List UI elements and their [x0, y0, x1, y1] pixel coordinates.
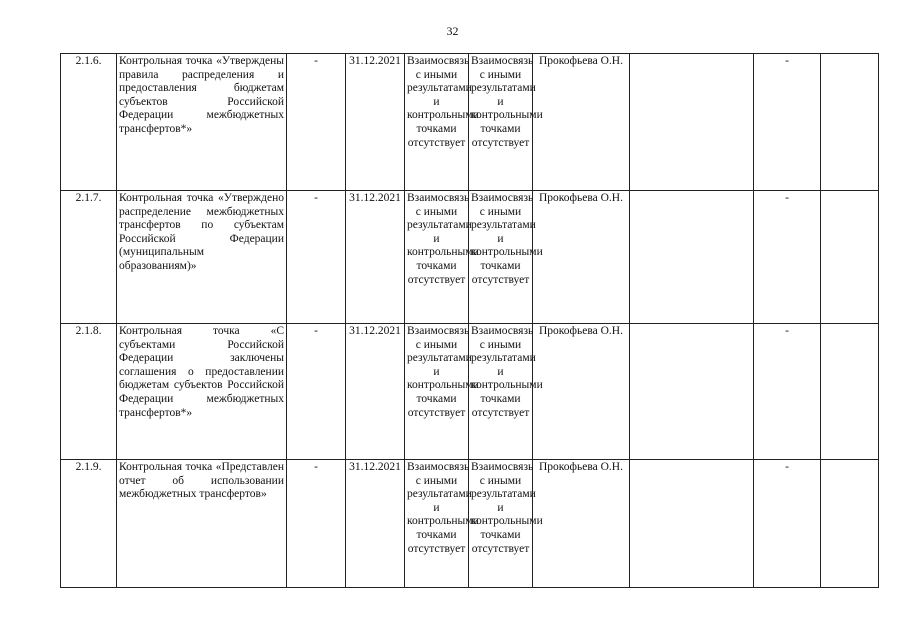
- deadline-date-cell: 31.12.2021: [346, 324, 405, 460]
- row-number-cell: 2.1.6.: [61, 54, 117, 191]
- empty-cell: [630, 54, 754, 191]
- control-point-name-cell: Контрольная точка «Утверждено распределение межбюджетных трансфертов по субъектам Российской Федерации (муниципальным образованиям)»: [117, 191, 287, 324]
- row-number-cell: 2.1.8.: [61, 324, 117, 460]
- predecessor-relation-cell: Взаимосвязь с иными результатами и контрольными точками отсутствует: [405, 460, 469, 588]
- deadline-date-cell: 31.12.2021: [346, 191, 405, 324]
- successor-relation-cell: Взаимосвязь с иными результатами и контрольными точками отсутствует: [469, 191, 533, 324]
- predecessor-relation-cell: Взаимосвязь с иными результатами и контрольными точками отсутствует: [405, 324, 469, 460]
- dash-cell: -: [754, 324, 821, 460]
- page-number: 32: [446, 24, 459, 38]
- row-number-cell: 2.1.7.: [61, 191, 117, 324]
- empty-cell: [630, 324, 754, 460]
- empty-cell: [821, 460, 879, 588]
- successor-relation-cell: Взаимосвязь с иными результатами и контрольными точками отсутствует: [469, 324, 533, 460]
- empty-cell: [630, 191, 754, 324]
- dash-cell: -: [754, 460, 821, 588]
- successor-relation-cell: Взаимосвязь с иными результатами и контрольными точками отсутствует: [469, 460, 533, 588]
- empty-cell: [821, 54, 879, 191]
- successor-relation-cell: Взаимосвязь с иными результатами и контрольными точками отсутствует: [469, 54, 533, 191]
- predecessor-relation-cell: Взаимосвязь с иными результатами и контрольными точками отсутствует: [405, 54, 469, 191]
- responsible-person-cell: Прокофьева О.Н.: [533, 460, 630, 588]
- base-value-cell: -: [287, 460, 346, 588]
- dash-cell: -: [754, 191, 821, 324]
- empty-cell: [821, 191, 879, 324]
- deadline-date-cell: 31.12.2021: [346, 54, 405, 191]
- control-points-table: [60, 53, 879, 588]
- empty-cell: [821, 324, 879, 460]
- base-value-cell: -: [287, 191, 346, 324]
- control-point-name-cell: Контрольная точка «С субъектами Российской Федерации заключены соглашения о предоставлении бюджетам субъектов Российской Федерации межбюджетных трансфертов*»: [117, 324, 287, 460]
- control-point-name-cell: Контрольная точка «Представлен отчет об использовании межбюджетных трансфертов»: [117, 460, 287, 588]
- responsible-person-cell: Прокофьева О.Н.: [533, 191, 630, 324]
- table-row: [61, 54, 879, 191]
- responsible-person-cell: Прокофьева О.Н.: [533, 54, 630, 191]
- empty-cell: [630, 460, 754, 588]
- control-point-name-cell: Контрольная точка «Утверждены правила распределения и предоставления бюджетам субъектов Российской Федерации межбюджетных трансфертов*»: [117, 54, 287, 191]
- predecessor-relation-cell: Взаимосвязь с иными результатами и контрольными точками отсутствует: [405, 191, 469, 324]
- responsible-person-cell: Прокофьева О.Н.: [533, 324, 630, 460]
- table-row: [61, 460, 879, 588]
- base-value-cell: -: [287, 324, 346, 460]
- dash-cell: -: [754, 54, 821, 191]
- table-row: [61, 191, 879, 324]
- base-value-cell: -: [287, 54, 346, 191]
- row-number-cell: 2.1.9.: [61, 460, 117, 588]
- deadline-date-cell: 31.12.2021: [346, 460, 405, 588]
- table-row: [61, 324, 879, 460]
